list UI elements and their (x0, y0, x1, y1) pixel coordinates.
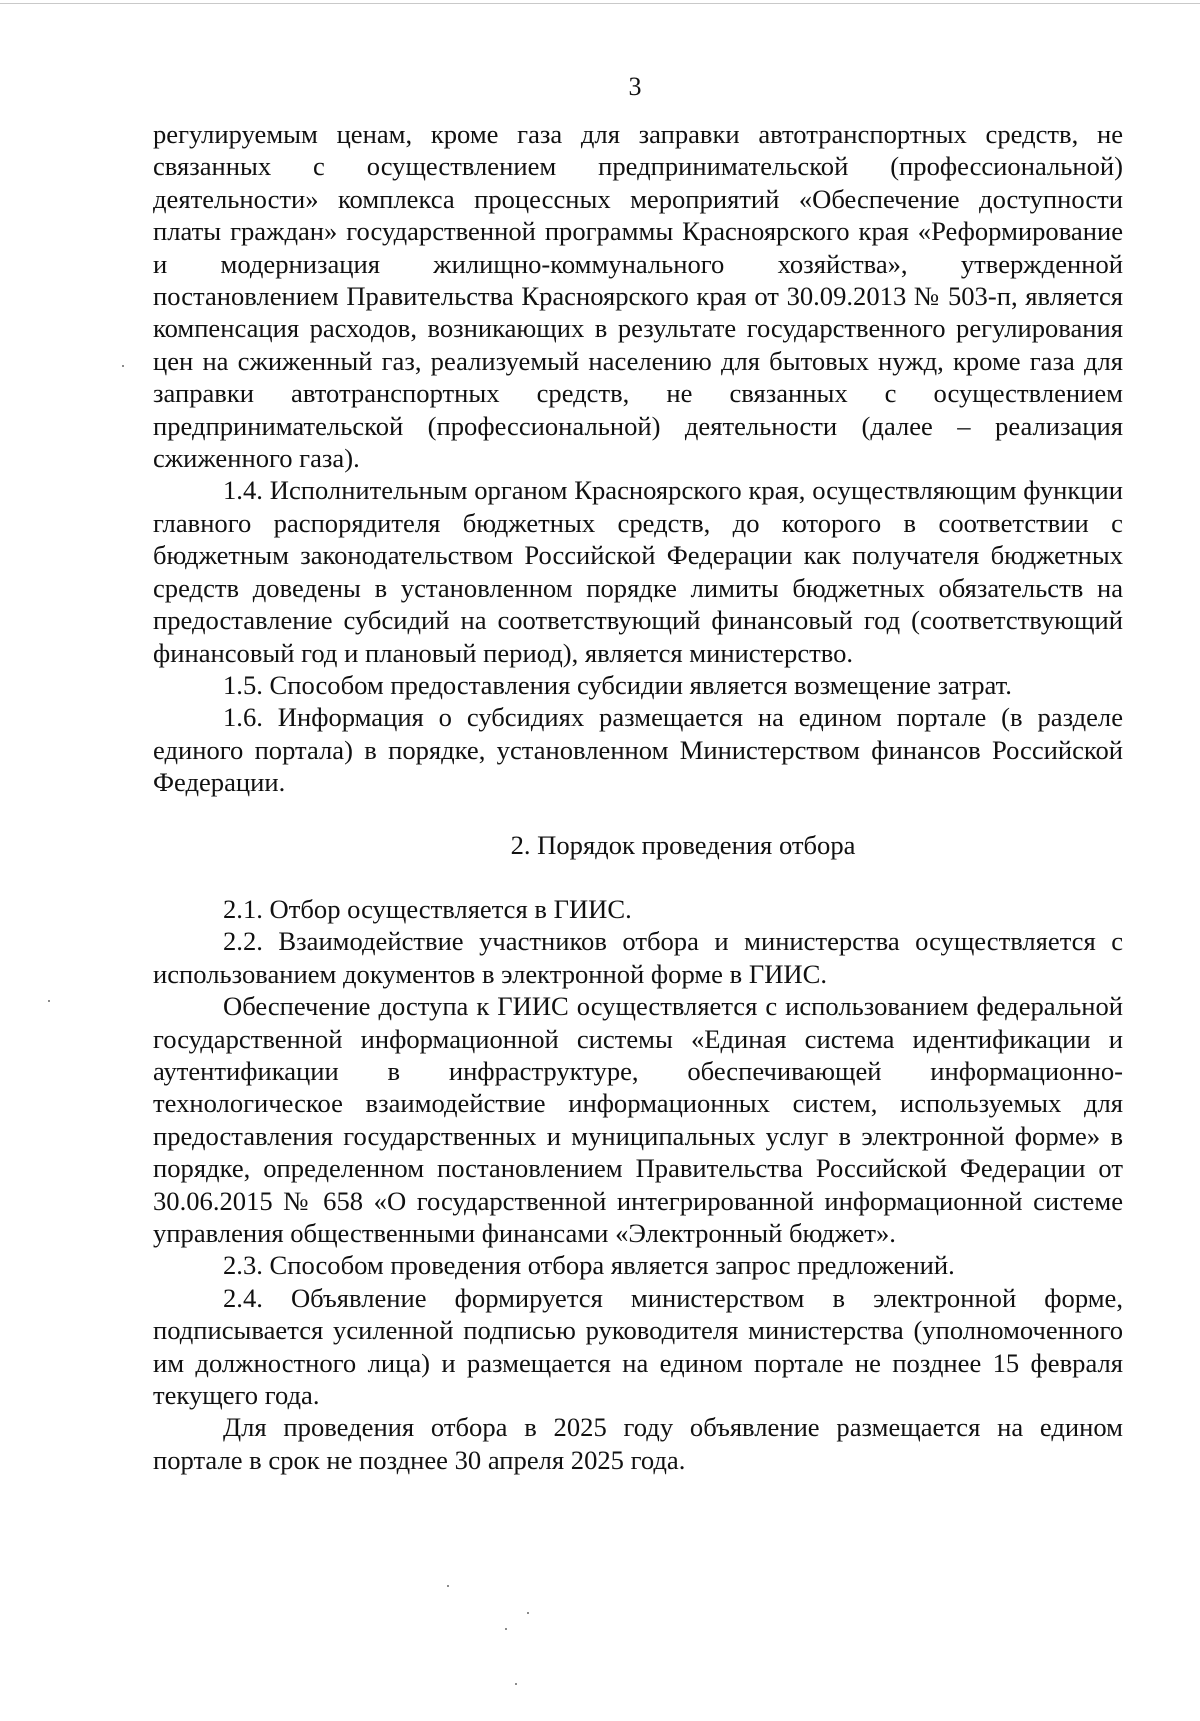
scan-speck (527, 1612, 529, 1614)
scan-top-edge (0, 3, 1200, 4)
paragraph-2-3: 2.3. Способом проведения отбора является запрос предложений. (223, 1250, 955, 1281)
paragraph-1-4: 1.4. Исполнительным органом Красноярского края, осуществляющим функции главного распорядителя бюджетных средств, до которого в соответствии с бюджетным законодательством Российской Федерации как получателя бюджетных средств доведены в установленном порядке лимиты бюджетных обязательств на предоставление субсидий на соответствующий финансовый год (соответствующий финансовый год и плановый период), является министерство. (153, 475, 1123, 668)
paragraph-2-4: 2.4. Объявление формируется министерством в электронной форме, подписывается усиленной подписью руководителя министерства (уполномоченного им должностного лица) и размещается на едином портале не позднее 15 февраля текущего года. (153, 1282, 1123, 1411)
paragraph-1-5: 1.5. Способом предоставления субсидии является возмещение затрат. (223, 669, 1012, 700)
scan-speck (505, 1628, 507, 1630)
paragraph-2-4-deadline-2025: Для проведения отбора в 2025 году объявление размещается на едином портале в срок не позднее 30 апреля 2025 года. (153, 1412, 1123, 1475)
paragraph-2-2-access: Обеспечение доступа к ГИИС осуществляется с использованием федеральной государственной информационной системы «Единая система идентификации и аутентификации в инфраструктуре, обеспечивающей информационно-технологическое взаимодействие информационных систем, используемых для предоставления государственных и муниципальных услуг в электронной форме» в порядке, определенном постановлением Правительства Российской Федерации от 30.06.2015 № 658 «О государственной интегрированной информационной системе управления общественными финансами «Электронный бюджет». (153, 991, 1123, 1248)
paragraph-2-1: 2.1. Отбор осуществляется в ГИИС. (223, 893, 632, 924)
section-2-heading: 2. Порядок проведения отбора (510, 829, 856, 860)
page-number: 3 (628, 72, 642, 101)
document-body (153, 118, 1123, 1476)
scan-speck (48, 1000, 50, 1002)
paragraph-1-6: 1.6. Информация о субсидиях размещается на едином портале (в разделе единого портала) в порядке, установленном Министерством финансов Российской Федерации. (153, 702, 1123, 798)
scan-speck (447, 1585, 449, 1587)
paragraph-continuation: регулируемым ценам, кроме газа для заправки автотранспортных средств, не связанных с осуществлением предпринимательской (профессиональной) деятельности» комплекса процессных мероприятий «Обеспечение доступности платы граждан» государственной программы Красноярского края «Реформирование и модернизация жилищно-коммунального хозяйства», утвержденной постановлением Правительства Красноярского края от 30.09.2013 № 503-п, является компенсация расходов, возникающих в результате государственного регулирования цен на сжиженный газ, реализуемый населению для бытовых нужд, кроме газа для заправки автотранспортных средств, не связанных с осуществлением предпринимательской (профессиональной) деятельности (далее – реализация сжиженного газа). (153, 119, 1123, 474)
paragraph-2-2: 2.2. Взаимодействие участников отбора и министерства осуществляется с использованием документов в электронной форме в ГИИС. (153, 926, 1123, 989)
scan-speck (515, 1683, 517, 1685)
scan-speck (122, 365, 124, 367)
